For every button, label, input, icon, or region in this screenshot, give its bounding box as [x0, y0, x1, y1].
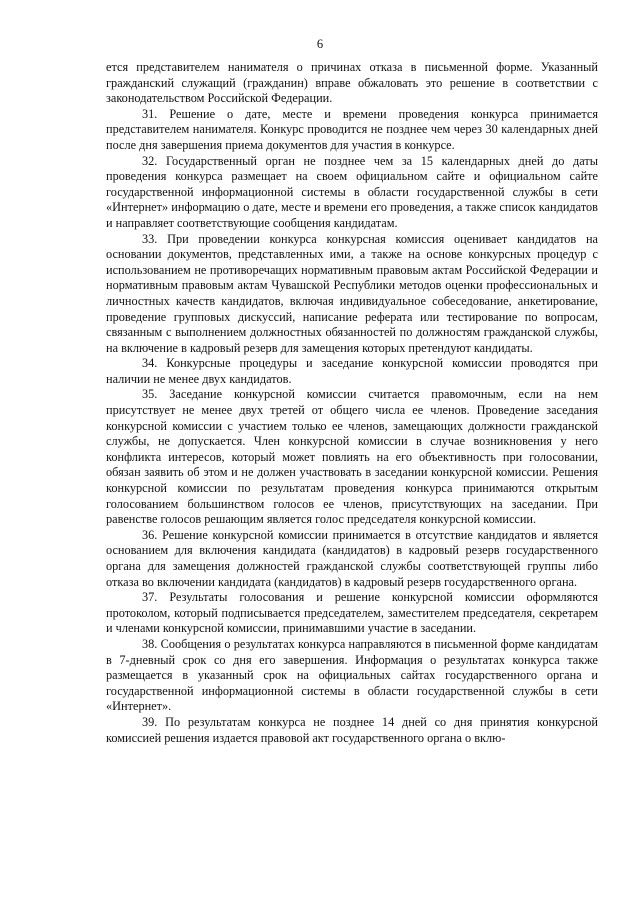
paragraph-33: 33. При проведении конкурса конкурсная комиссия оценивает кандидатов на основании документов, представленных ими, а также на основе конкурсных процедур с использованием не противоречащих нормативным правовым актам Российской Федерации и нормативным правовым актам Чувашской Республики методов оценки профессиональных и личностных качеств кандидатов, включая индивидуальное собеседование, анкетирование, проведение групповых дискуссий, написание реферата или тестирование по вопросам, связанным с выполнением должностных обязанностей по должностям гражданской службы, на включение в кадровый резерв для замещения которых претендуют кандидаты. — [106, 231, 598, 355]
page-number: 6 — [316, 37, 324, 51]
paragraph-31: 31. Решение о дате, месте и времени проведения конкурса принимается представителем нанимателя. Конкурс проводится не позднее чем через 30 календарных дней после дня завершения приема документов для участия в конкурсе. — [106, 106, 598, 152]
paragraph-34: 34. Конкурсные процедуры и заседание конкурсной комиссии проводятся при наличии не менее двух кандидатов. — [106, 356, 598, 386]
paragraph-36: 36. Решение конкурсной комиссии принимается в отсутствие кандидатов и является основанием для включения кандидата (кандидатов) в кадровый резерв государственного органа для замещения должностей гражданской службы соответствующей группы либо отказа во включении кандидата (кандидатов) в кадровый резерв государственного органа. — [106, 527, 598, 589]
paragraph-continuation: ется представителем нанимателя о причинах отказа в письменной форме. Указанный гражданский служащий (гражданин) вправе обжаловать это решение в соответствии с законодательством Российской Федерации. — [106, 60, 598, 106]
paragraph-38: 38. Сообщения о результатах конкурса направляются в письменной форме кандидатам в 7-дневный срок со дня его завершения. Информация о результатах конкурса также размещается в указанный срок на официальных сайтах государственного органа и государственной информационной системы в области государственной службы в сети «Интернет». — [106, 636, 598, 714]
document-body — [106, 60, 598, 746]
paragraph-39: 39. По результатам конкурса не позднее 14 дней со дня принятия конкурсной комиссией решения издается правовой акт государственного органа о вклю- — [106, 714, 598, 745]
paragraph-32: 32. Государственный орган не позднее чем за 15 календарных дней до даты проведения конкурса размещает на своем официальном сайте и официальном сайте государственной информационной системы в области государственной службы в сети «Интернет» информацию о дате, месте и времени его проведения, а также список кандидатов и направляет соответствующие сообщения кандидатам. — [106, 153, 598, 230]
paragraph-35: 35. Заседание конкурсной комиссии считается правомочным, если на нем присутствует не менее двух третей от общего числа ее членов. Проведение заседания конкурсной комиссии с участием только ее членов, замещающих должности гражданской службы, не допускается. Член конкурсной комиссии в случае возникновения у него конфликта интересов, который может повлиять на его объективность при голосовании, обязан заявить об этом и не должен участвовать в заседании конкурсной комиссии. Решения конкурсной комиссии по результатам проведения конкурса принимаются открытым голосованием большинством голосов ее членов, присутствующих на заседании. При равенстве голосов решающим является голос председателя конкурсной комиссии. — [106, 387, 598, 527]
paragraph-37: 37. Результаты голосования и решение конкурсной комиссии оформляются протоколом, который подписывается председателем, заместителем председателя, секретарем и членами конкурсной комиссии, принимавшими участие в заседании. — [106, 590, 598, 636]
